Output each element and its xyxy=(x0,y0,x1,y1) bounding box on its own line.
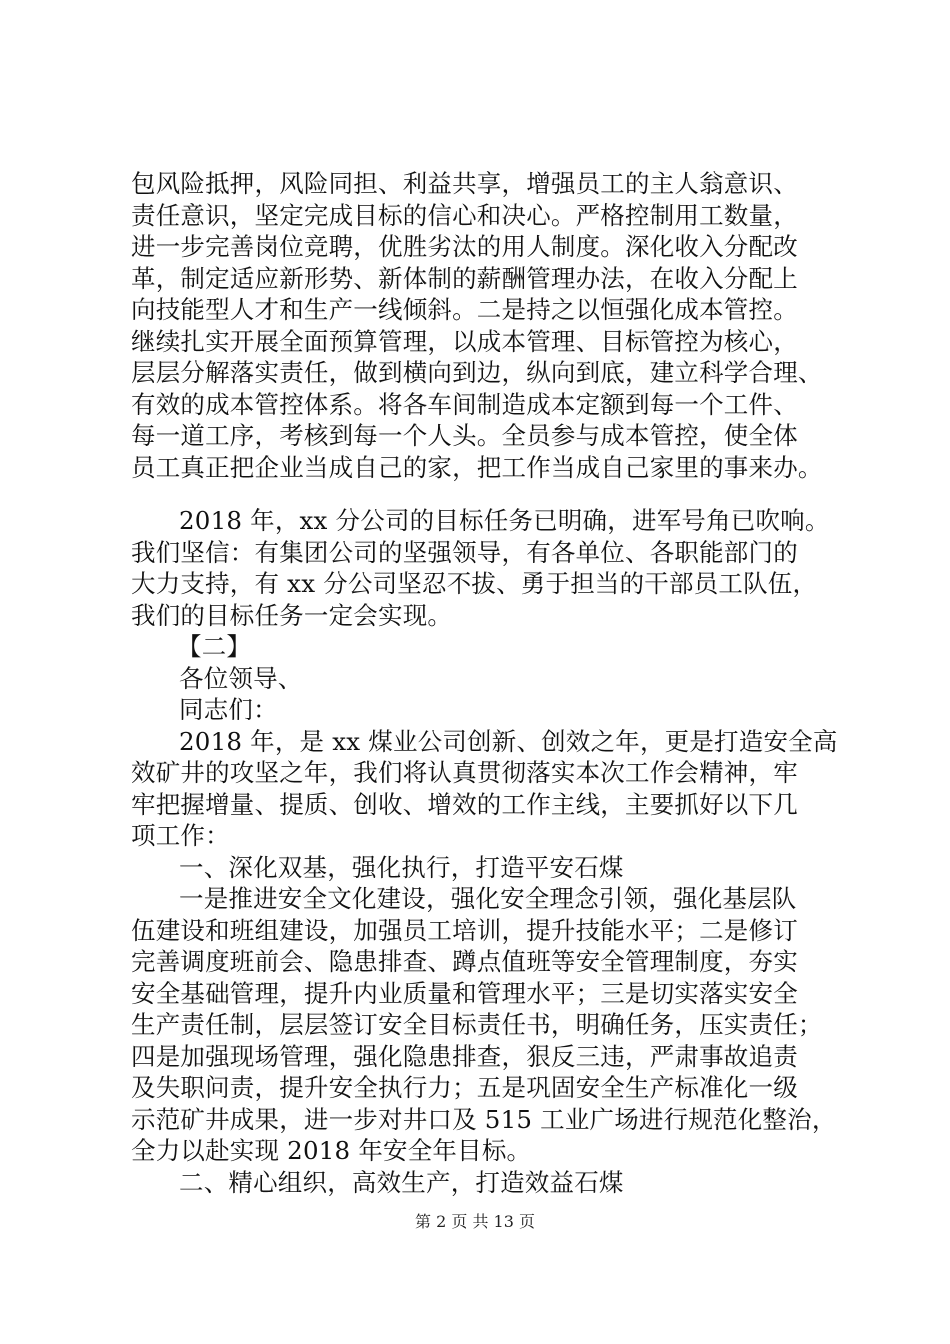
paragraph-gap xyxy=(131,483,831,505)
text-line: 进一步完善岗位竞聘，优胜劣汰的用人制度。深化收入分配改 xyxy=(131,232,798,261)
text-line: 向技能型人才和生产一线倾斜。二是持之以恒强化成本管控。 xyxy=(131,295,798,324)
paragraph-continued xyxy=(131,168,831,483)
text-line: 完善调度班前会、隐患排查、蹲点值班等安全管理制度，夯实 xyxy=(131,947,798,976)
text-line: 2018 年，xx 分公司的目标任务已明确，进军号角已吹响。 xyxy=(179,506,830,535)
section-heading: 一、深化双基，强化执行，打造平安石煤 xyxy=(179,852,624,882)
text-line: 员工真正把企业当成自己的家，把工作当成自己家里的事来办。 xyxy=(131,452,823,482)
text-line: 伍建设和班组建设，加强员工培训，提升技能水平；二是修订 xyxy=(131,915,798,945)
text-line: 我们的目标任务一定会实现。 xyxy=(131,600,453,630)
text-line: 革，制定适应新形势、新体制的薪酬管理办法，在收入分配上 xyxy=(131,263,798,293)
text-line: 大力支持，有 xx 分公司坚忍不拔、勇于担当的干部员工队伍， xyxy=(131,569,818,598)
text-line: 层层分解落实责任，做到横向到边，纵向到底，建立科学合理、 xyxy=(131,358,823,387)
page-number: 第 2 页 共 13 页 xyxy=(415,1212,535,1231)
section-marker: 【二】 xyxy=(177,632,252,661)
text-line: 继续扎实开展全面预算管理，以成本管理、目标管控为核心， xyxy=(131,326,798,356)
text-line: 有效的成本管控体系。将各车间制造成本定额到每一个工件、 xyxy=(131,389,798,419)
text-line: 全力以赴实现 2018 年安全年目标。 xyxy=(131,1136,532,1165)
paragraph-intro xyxy=(131,726,838,852)
salutation-comrades: 同志们： xyxy=(179,695,278,724)
text-line: 及失职问责，提升安全执行力；五是巩固安全生产标准化一级 xyxy=(131,1073,798,1102)
text-line: 包风险抵押，风险同担、利益共享，增强员工的主人翁意识、 xyxy=(131,169,798,198)
text-line: 四是加强现场管理，强化隐患排查，狠反三违，严肃事故追责 xyxy=(131,1041,798,1071)
text-line: 每一道工序，考核到每一个人头。全员参与成本管控，使全体 xyxy=(131,421,798,450)
text-line: 责任意识，坚定完成目标的信心和决心。严格控制用工数量， xyxy=(131,200,798,230)
salutation-leaders: 各位领导、 xyxy=(179,663,303,693)
section-heading: 二、精心组织，高效生产，打造效益石煤 xyxy=(179,1167,624,1197)
text-line: 牢把握增量、提质、创收、增效的工作主线，主要抓好以下几 xyxy=(131,789,798,819)
paragraph-goal xyxy=(131,505,831,631)
text-line: 生产责任制，层层签订安全目标责任书，明确任务，压实责任； xyxy=(131,1010,823,1039)
text-line: 2018 年，是 xx 煤业公司创新、创效之年，更是打造安全高 xyxy=(179,726,838,756)
text-line: 项工作： xyxy=(131,821,230,850)
text-line: 我们坚信：有集团公司的坚强领导，有各单位、各职能部门的 xyxy=(131,537,798,567)
text-line: 一是推进安全文化建设，强化安全理念引领，强化基层队 xyxy=(179,884,797,913)
paragraph-safety xyxy=(131,883,837,1167)
document-body xyxy=(131,168,838,1198)
text-line: 示范矿井成果，进一步对井口及 515 工业广场进行规范化整治， xyxy=(131,1104,837,1134)
text-line: 效矿井的攻坚之年，我们将认真贯彻落实本次工作会精神，牢 xyxy=(131,758,798,787)
text-line: 安全基础管理，提升内业质量和管理水平；三是切实落实安全 xyxy=(131,978,798,1008)
